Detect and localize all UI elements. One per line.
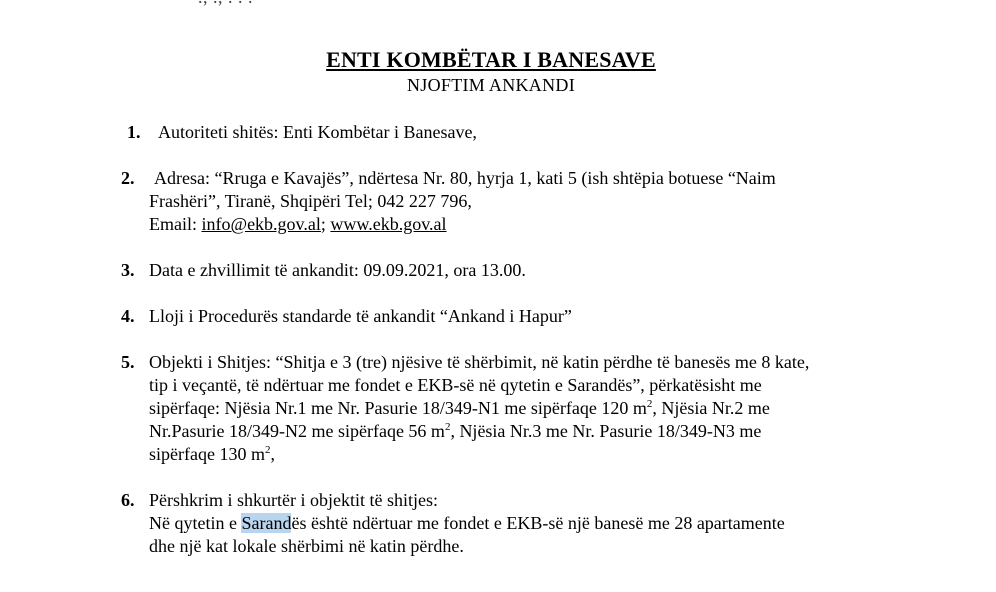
superscript: 2: [646, 398, 653, 410]
item-text: [149, 167, 899, 236]
address-line-2: Frashëri”, Tiranë, Shqipëri Tel; 042 227 796,: [149, 191, 472, 211]
superscript: 2: [444, 421, 451, 433]
email-label: Email:: [149, 214, 202, 234]
object-line-2: tip i veçantë, të ndërtuar me fondet e EKB-së në qytetin e Sarandës”, përkatësisht me: [149, 375, 762, 395]
description-line-2: Në qytetin e Sarandës është ndërtuar me fondet e EKB-së një banesë me 28 apartamente: [149, 513, 785, 533]
item-number: 4.: [121, 306, 135, 326]
description-line-1: Përshkrim i shkurtër i objektit të shitjes:: [149, 490, 438, 510]
selected-text-highlight[interactable]: Sarand: [241, 513, 292, 533]
email-link[interactable]: info@ekb.gov.al: [201, 214, 321, 234]
document-subtitle: NJOFTIM ANKANDI: [406, 75, 575, 95]
item-text: [149, 489, 899, 558]
superscript: 2: [264, 444, 271, 456]
item-number: 2.: [121, 168, 135, 188]
description-line-3: dhe një kat lokale shërbimi në katin përdhe.: [149, 536, 464, 556]
cut-off-top-line: [198, 0, 618, 5]
object-line-4: Nr.Pasurie 18/349-N2 me sipërfaqe 56 $m^2$, Njësia Nr.3 me Nr. Pasurie 18/349-N3 me: [149, 421, 762, 441]
document-title: ENTI KOMBËTAR I BANESAVE: [326, 47, 656, 72]
contact-line: [149, 213, 899, 236]
item-text: Lloji i Procedurës standarde të ankandit “Ankand i Hapur”: [149, 306, 572, 326]
address-line-1: Adresa: “Rruga e Kavajës”, ndërtesa Nr. 80, hyrja 1, kati 5 (ish shtëpia botuese “Naim: [154, 168, 776, 188]
item-number: 6.: [121, 490, 135, 510]
item-text: Autoriteti shitës: Enti Kombëtar i Banesave,: [158, 122, 477, 142]
item-text: Data e zhvillimit të ankandit: 09.09.2021, ora 13.00.: [149, 260, 526, 280]
object-line-3: sipërfaqe: Njësia Nr.1 me Nr. Pasurie 18/349-N1 me sipërfaqe 120 $m^2$, Njësia Nr.2 me: [149, 398, 770, 418]
object-line-5: sipërfaqe 130 $m^2$,: [149, 444, 275, 464]
item-number: 3.: [121, 260, 135, 280]
website-link[interactable]: www.ekb.gov.al: [330, 214, 447, 234]
object-line-1: Objekti i Shitjes: “Shitja e 3 (tre) njësive të shërbimit, në katin përdhe të banesës me 8 kate,: [149, 352, 810, 372]
item-number: 5.: [121, 352, 135, 372]
separator: ;: [320, 214, 331, 234]
item-text: [149, 351, 899, 466]
item-number: 1.: [127, 122, 141, 142]
